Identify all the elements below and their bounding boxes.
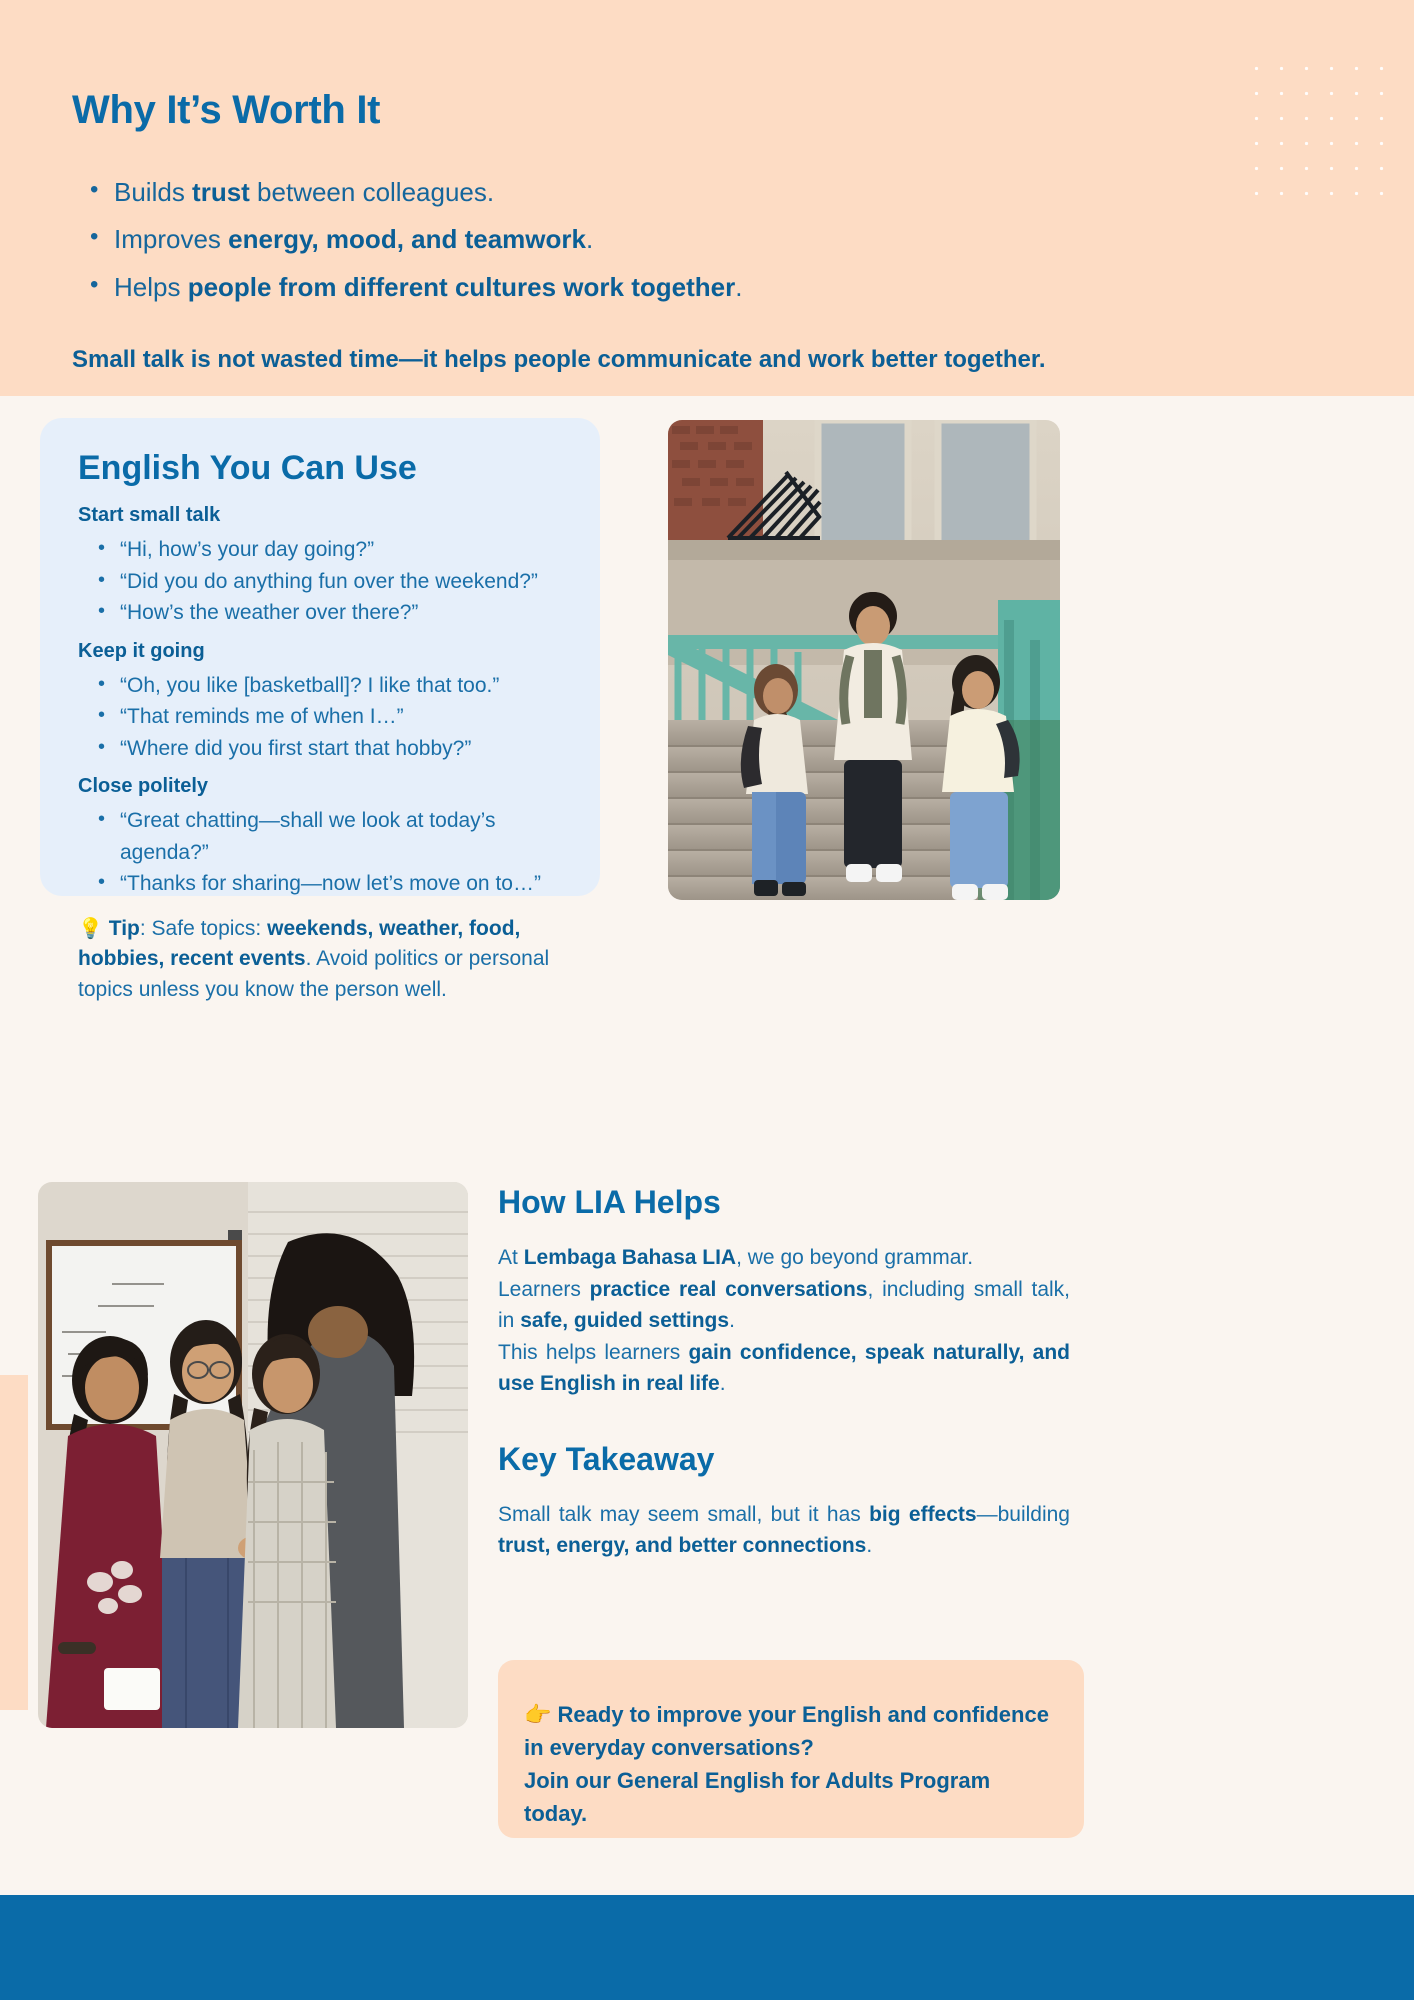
photo-stairs-illustration xyxy=(668,420,1060,900)
key-takeaway-title: Key Takeaway xyxy=(498,1440,715,1477)
photo-classroom-discussion xyxy=(38,1182,468,1728)
footer-bar xyxy=(0,1895,1414,2000)
cta-line-1: Ready to improve your English and confidence xyxy=(557,1702,1049,1727)
text-bold: practice real conversations xyxy=(589,1277,868,1301)
phrase-list-close xyxy=(78,805,564,900)
bullet-text-bold: trust xyxy=(192,177,250,207)
text-bold: gain confidence, speak naturally, and use English in real life xyxy=(498,1340,1070,1396)
how-lia-line-1 xyxy=(498,1242,1070,1274)
list-item: • “How’s the weather over there?” xyxy=(78,597,564,629)
text-pre: This helps learners xyxy=(498,1340,689,1364)
text-bold: trust, energy, and better connections xyxy=(498,1534,867,1558)
group-heading-keep: Keep it going xyxy=(78,639,205,662)
cta-line-3: Join our General English for Adults Program today. xyxy=(524,1768,991,1826)
list-item: • “That reminds me of when I…” xyxy=(78,701,564,733)
tip-text xyxy=(78,914,564,1005)
text-post: . xyxy=(719,1372,726,1396)
header-banner xyxy=(0,0,1414,396)
bullet-text-pre: Helps xyxy=(114,271,188,302)
tip-rest: . Avoid politics or personal topics unless you know the person well. xyxy=(78,947,550,1001)
list-item: • “Hi, how’s your day going?” xyxy=(78,534,564,566)
right-text-column xyxy=(498,1185,1070,1562)
benefits-list xyxy=(72,176,1414,304)
group-heading-close: Close politely xyxy=(78,775,209,798)
tip-topics: weekends, weather, food, hobbies, recent events xyxy=(78,916,521,971)
text-pre: Small talk may seem small, but it has xyxy=(498,1502,870,1526)
text-pre: At xyxy=(498,1246,524,1270)
photo-classroom-illustration xyxy=(38,1182,468,1728)
page-title: Why It’s Worth It xyxy=(72,88,381,132)
tip-lead: : Safe topics: xyxy=(139,916,268,940)
text-bold: Lembaga Bahasa LIA xyxy=(523,1246,737,1270)
text-mid: —building xyxy=(976,1502,1070,1526)
list-item xyxy=(72,176,1414,209)
text-end: . xyxy=(729,1309,735,1333)
list-item xyxy=(72,271,1414,304)
list-item: • “Where did you first start that hobby?” xyxy=(78,733,564,765)
list-item: • “Oh, you like [basketball]? I like that too.” xyxy=(78,670,564,702)
group-heading-start: Start small talk xyxy=(78,504,221,527)
list-item: • “Great chatting—shall we look at today’s agenda?” xyxy=(78,805,564,868)
list-item: • “Thanks for sharing—now let’s move on to…” xyxy=(78,868,564,900)
how-lia-helps-body xyxy=(498,1242,1070,1400)
bullet-text-pre: Builds xyxy=(114,177,193,207)
lightbulb-icon: 💡 xyxy=(78,917,103,940)
list-item xyxy=(72,223,1414,256)
bullet-text-post: . xyxy=(585,224,594,255)
card-title: English You Can Use xyxy=(78,449,417,487)
english-phrases-card xyxy=(40,418,600,1001)
bullet-text-post: between colleagues. xyxy=(249,177,495,207)
text-post: , including small talk, in xyxy=(498,1277,1071,1333)
header-summary: Small talk is not wasted time—it helps people communicate and work better together. xyxy=(72,345,1046,373)
text-bold: safe, guided settings xyxy=(520,1309,730,1333)
text-pre: Learners xyxy=(498,1277,590,1301)
bullet-text-pre: Improves xyxy=(114,224,229,255)
key-takeaway-body xyxy=(498,1499,1070,1562)
phrase-list-start xyxy=(78,534,564,629)
cta-box[interactable] xyxy=(498,1660,1084,1838)
tip-label: Tip xyxy=(108,916,140,940)
bullet-text-post: . xyxy=(735,271,743,302)
pointing-hand-icon: 👉 xyxy=(524,1702,552,1727)
phrase-list-keep xyxy=(78,670,564,765)
cta-line-2: in everyday conversations? xyxy=(524,1735,814,1760)
bullet-text-bold: energy, mood, and teamwork xyxy=(228,224,586,255)
how-lia-helps-title: How LIA Helps xyxy=(498,1184,721,1220)
list-item: • “Did you do anything fun over the weekend?” xyxy=(78,566,564,598)
left-accent-strip xyxy=(0,1375,28,1710)
bullet-text-bold: people from different cultures work together xyxy=(187,271,736,302)
photo-students-on-stairs xyxy=(668,420,1060,900)
text-bold: big effects xyxy=(869,1502,977,1526)
cta-text xyxy=(524,1698,1050,1830)
text-post: . xyxy=(866,1534,873,1558)
text-post: , we go beyond grammar. xyxy=(736,1246,974,1270)
